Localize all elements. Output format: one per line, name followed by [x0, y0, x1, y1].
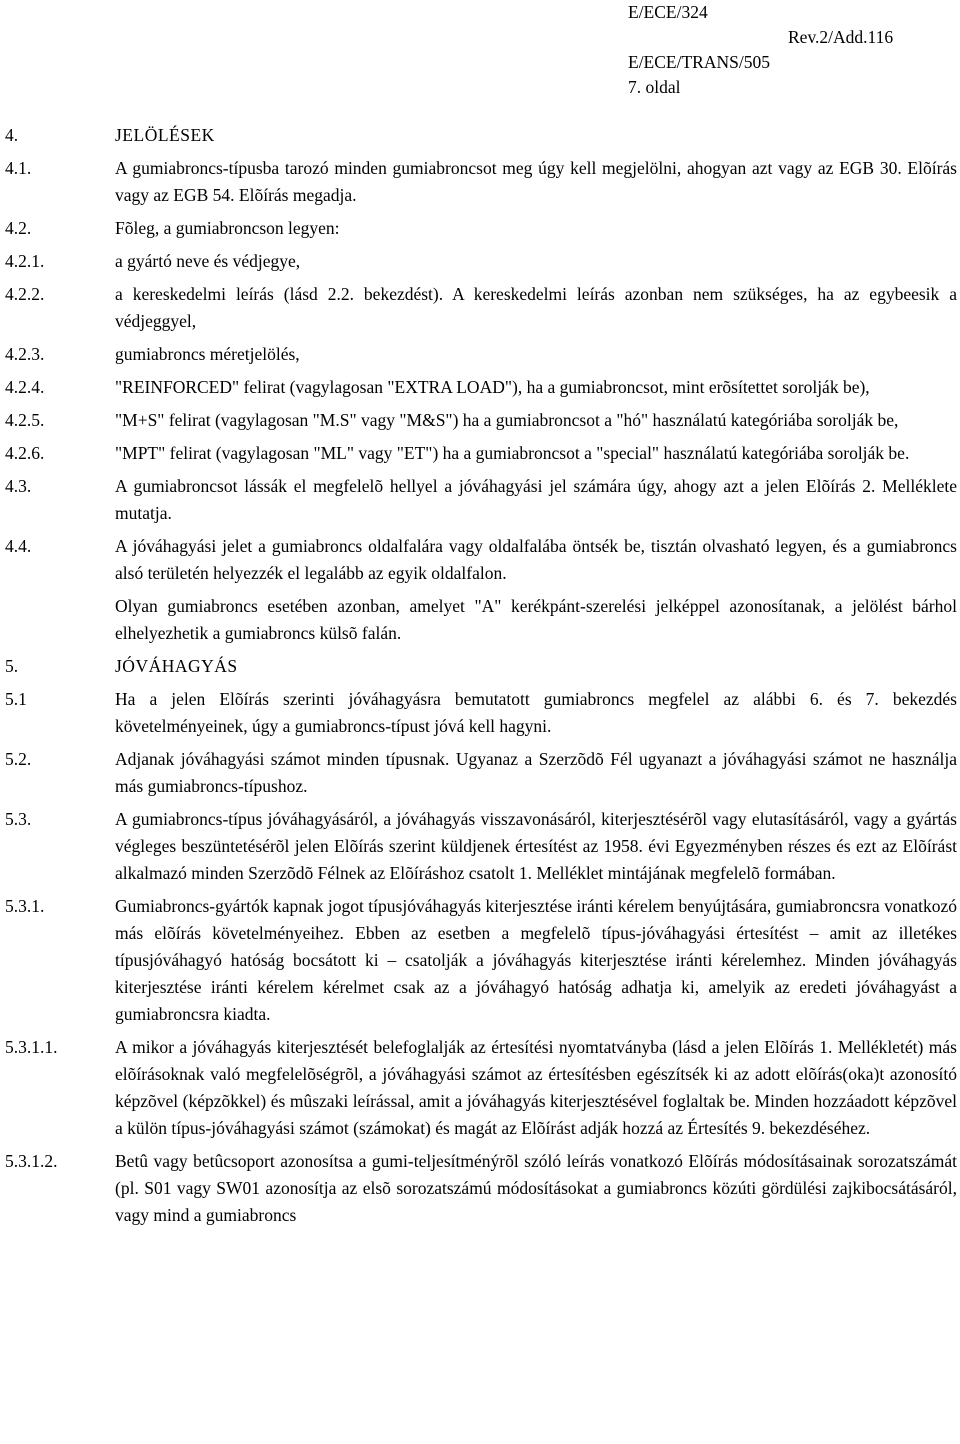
- paragraph-text: Gumiabroncs-gyártók kapnak jogot típusjóváhagyás kiterjesztése iránti kérelem benyújtására, gumiabroncsra vonatkozó más elõírás követelményeihez. Ebben az esetben a megfelelõ típus-jóváhagyási értesítést – amit az illetékes típusjóváhagyó hatóság bocsátott ki – csatolják a jóváhagyás kiterjesztése iránti kérelemhez. Minden jóváhagyás kiterjesztése iránti kérelem kérelmet csak az a jóváhagyó hatóság adhatja ki, amelyik az eredeti jóváhagyást a gumiabroncsra kiadta.: [115, 896, 957, 1024]
- paragraph-text: gumiabroncs méretjelölés,: [115, 344, 300, 364]
- paragraph: [5, 155, 957, 209]
- paragraph: [5, 407, 957, 434]
- page-number: 7. oldal: [628, 77, 681, 97]
- paragraph-text: "MPT" felirat (vagylagosan "ML" vagy "ET") ha a gumiabroncsot a "special" használatú kategóriába sorolják be.: [115, 443, 910, 463]
- paragraph: [5, 686, 957, 740]
- paragraph-number: 4.2.1.: [5, 251, 45, 271]
- paragraph-number: 4.2.3.: [5, 344, 45, 364]
- trans-symbol: E/ECE/TRANS/505: [628, 52, 770, 72]
- paragraph-text: Betû vagy betûcsoport azonosítsa a gumi-teljesítménýrõl szóló leírás vonatkozó Elõírás módosításainak sorozatszámát (pl. S01 vagy SW01 azonosítja az elsõ sorozatszámú módosításokat a gumiabroncs közúti gördülési zajkibocsátásáról, vagy mind a gumiabroncs: [115, 1151, 957, 1225]
- document-header: [628, 0, 948, 100]
- paragraph-number: 4.2.: [5, 218, 32, 238]
- paragraph-text: Fõleg, a gumiabroncson legyen:: [115, 218, 340, 238]
- paragraph-text: A mikor a jóváhagyás kiterjesztését belefoglalják az értesítési nyomtatványba (lásd a jelen Elõírás 1. Mellékletét) más elõírásoknak való megfelelõségrõl, a jóváhagyási számot az értesítésben egészítsék ki az adott elõírás(oka)t azonosító képzõvel (képzõkkel) és mûszaki leírással, amit a jóváhagyás kiterjesztésével foglaltak be. Minden hozzáadott képzõvel a külön típus-jóváhagyási számot (számokat) és magát az Elõírást adják hozzá az Értesítés 9. bekezdéséhez.: [115, 1037, 957, 1138]
- paragraph: [5, 248, 957, 275]
- paragraph: [5, 1034, 957, 1142]
- paragraph-number: 4.3.: [5, 476, 32, 496]
- section-heading: [5, 653, 957, 680]
- paragraph-number: 4.1.: [5, 158, 32, 178]
- revision-label: Rev.2/Add.116: [788, 27, 894, 47]
- paragraph-number: [5, 593, 115, 647]
- paragraph-text: a kereskedelmi leírás (lásd 2.2. bekezdést). A kereskedelmi leírás azonban nem szükséges, ha az egybeesik a védjeggyel,: [115, 284, 957, 331]
- section-title: JÓVÁHAGYÁS: [115, 656, 238, 676]
- paragraph: [5, 215, 957, 242]
- paragraph-number: 4.4.: [5, 536, 32, 556]
- paragraph-number: 5.3.1.: [5, 896, 45, 916]
- paragraph-text: "REINFORCED" felirat (vagylagosan "EXTRA LOAD"), ha a gumiabroncsot, mint erõsítettet sorolják be),: [115, 377, 870, 397]
- paragraph: [5, 893, 957, 1028]
- section-title: JELÖLÉSEK: [115, 125, 215, 145]
- paragraph: [5, 281, 957, 335]
- section-number: 4.: [5, 125, 19, 145]
- paragraph: [5, 746, 957, 800]
- paragraph-number: 4.2.2.: [5, 284, 45, 304]
- paragraph-text: Olyan gumiabroncs esetében azonban, amelyet "A" kerékpánt-szerelési jelképpel azonosítanak, a jelölést bárhol elhelyezhetik a gumiabroncs külsõ falán.: [115, 596, 957, 643]
- paragraph-continuation: [5, 593, 957, 647]
- section-number: 5.: [5, 656, 19, 676]
- paragraph-text: A gumiabroncs-típusba tarozó minden gumiabroncsot meg úgy kell megjelölni, ahogyan azt vagy az EGB 30. Elõírás vagy az EGB 54. Elõírás megadja.: [115, 158, 957, 205]
- paragraph-text: A gumiabroncs-típus jóváhagyásáról, a jóváhagyás visszavonásáról, kiterjesztésérõl vagy elutasításáról, vagy a gyártás végleges beszüntetésérõl jelen Elõírás szerint küldjenek értesítést az 1958. évi Egyezményben részes és ezt az Elõírást alkalmazó minden Szerzõdõ Félnek az Elõíráshoz csatolt 1. Melléklet mintájának megfelelõ formában.: [115, 809, 957, 883]
- section-heading: [5, 122, 957, 149]
- paragraph-text: Adjanak jóváhagyási számot minden típusnak. Ugyanaz a Szerzõdõ Fél ugyanazt a jóváhagyási számot ne használja más gumiabroncs-típushoz.: [115, 749, 957, 796]
- paragraph-number: 4.2.5.: [5, 410, 45, 430]
- paragraph: [5, 1148, 957, 1229]
- paragraph: [5, 533, 957, 587]
- paragraph-text: A gumiabroncsot lássák el megfelelõ hellyel a jóváhagyási jel számára úgy, ahogy azt a jelen Elõírás 2. Melléklete mutatja.: [115, 476, 957, 523]
- paragraph-text: a gyártó neve és védjegye,: [115, 251, 301, 271]
- paragraph-number: 5.3.1.1.: [5, 1037, 58, 1057]
- paragraph-number: 5.1: [5, 689, 27, 709]
- paragraph-text: Ha a jelen Elõírás szerinti jóváhagyásra bemutatott gumiabroncs megfelel az alábbi 6. és 7. bekezdés követelményeinek, úgy a gumiabroncs-típust jóvá kell hagyni.: [115, 689, 957, 736]
- paragraph: [5, 374, 957, 401]
- paragraph-text: A jóváhagyási jelet a gumiabroncs oldalfalára vagy oldalfalába öntsék be, tisztán olvasható legyen, és a gumiabroncs alsó területén helyezzék el legalább az egyik oldalfalon.: [115, 536, 957, 583]
- paragraph-number: 5.3.: [5, 809, 32, 829]
- paragraph-text: "M+S" felirat (vagylagosan "M.S" vagy "M&S") ha a gumiabroncsot a "hó" használatú kategóriába sorolják be,: [115, 410, 899, 430]
- paragraph-number: 4.2.6.: [5, 443, 45, 463]
- document-symbol: E/ECE/324: [628, 2, 708, 22]
- paragraph-number: 5.2.: [5, 749, 32, 769]
- document-body: [5, 122, 957, 1235]
- paragraph: [5, 806, 957, 887]
- paragraph: [5, 341, 957, 368]
- paragraph-number: 4.2.4.: [5, 377, 45, 397]
- paragraph: [5, 440, 957, 467]
- paragraph: [5, 473, 957, 527]
- paragraph-number: 5.3.1.2.: [5, 1151, 58, 1171]
